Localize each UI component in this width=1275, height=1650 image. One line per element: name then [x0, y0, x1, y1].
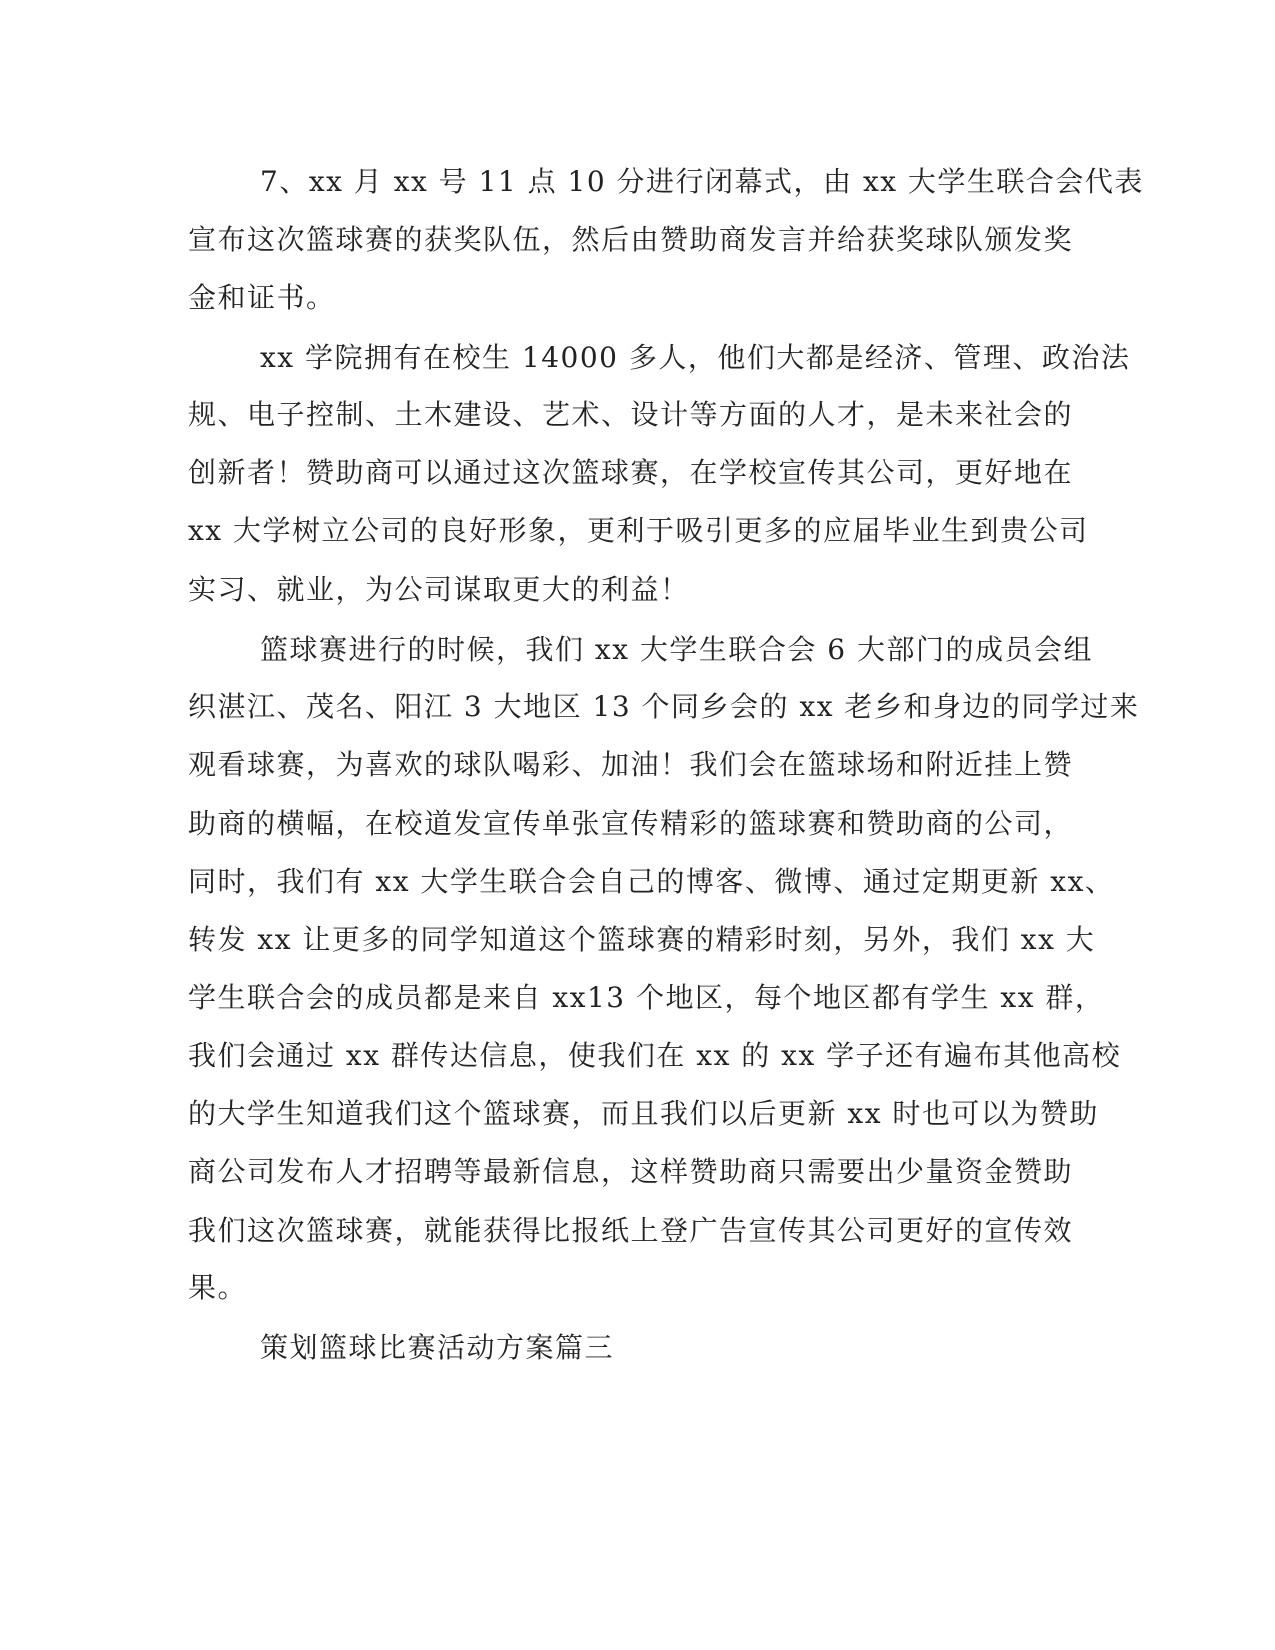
text-line: xx 大学树立公司的良好形象，更利于吸引更多的应届毕业生到贵公司: [188, 514, 1089, 547]
text-line: 我们会通过 xx 群传达信息，使我们在 xx 的 xx 学子还有遍布其他高校: [188, 1039, 1122, 1072]
text-line: 篮球赛进行的时候，我们 xx 大学生联合会 6 大部门的成员会组: [260, 633, 1094, 666]
text-line: 创新者！赞助商可以通过这次篮球赛，在学校宣传其公司，更好地在: [188, 456, 1074, 489]
text-line: 同时，我们有 xx 大学生联合会自己的博客、微博、通过定期更新 xx、: [188, 865, 1115, 898]
text-line: 织湛江、茂名、阳江 3 大地区 13 个同乡会的 xx 老乡和身边的同学过来: [188, 690, 1140, 723]
text-line: 宣布这次篮球赛的获奖队伍，然后由赞助商发言并给获奖球队颁发奖: [188, 223, 1074, 256]
text-line: 果。: [188, 1271, 248, 1304]
text-line: 学生联合会的成员都是来自 xx13 个地区，每个地区都有学生 xx 群，: [188, 981, 1105, 1014]
section-heading: 策划篮球比赛活动方案篇三: [260, 1331, 615, 1364]
text-line: 的大学生知道我们这个篮球赛，而且我们以后更新 xx 时也可以为赞助: [188, 1097, 1099, 1130]
text-line: 我们这次篮球赛，就能获得比报纸上登广告宣传其公司更好的宣传效: [188, 1214, 1074, 1247]
text-line: 转发 xx 让更多的同学知道这个篮球赛的精彩时刻，另外，我们 xx 大: [188, 923, 1096, 956]
text-line: xx 学院拥有在校生 14000 多人，他们大都是经济、管理、政治法: [260, 341, 1131, 374]
text-line: 规、电子控制、土木建设、艺术、设计等方面的人才，是未来社会的: [188, 398, 1074, 431]
text-line: 金和证书。: [188, 281, 336, 314]
text-line: 商公司发布人才招聘等最新信息，这样赞助商只需要出少量资金赞助: [188, 1155, 1074, 1188]
text-line: 实习、就业，为公司谋取更大的利益！: [188, 573, 690, 606]
text-line: 助商的横幅，在校道发宣传单张宣传精彩的篮球赛和赞助商的公司，: [188, 807, 1074, 840]
text-line: 7、xx 月 xx 号 11 点 10 分进行闭幕式，由 xx 大学生联合会代表: [260, 165, 1144, 198]
text-line: 观看球赛，为喜欢的球队喝彩、加油！我们会在篮球场和附近挂上赞: [188, 748, 1074, 781]
